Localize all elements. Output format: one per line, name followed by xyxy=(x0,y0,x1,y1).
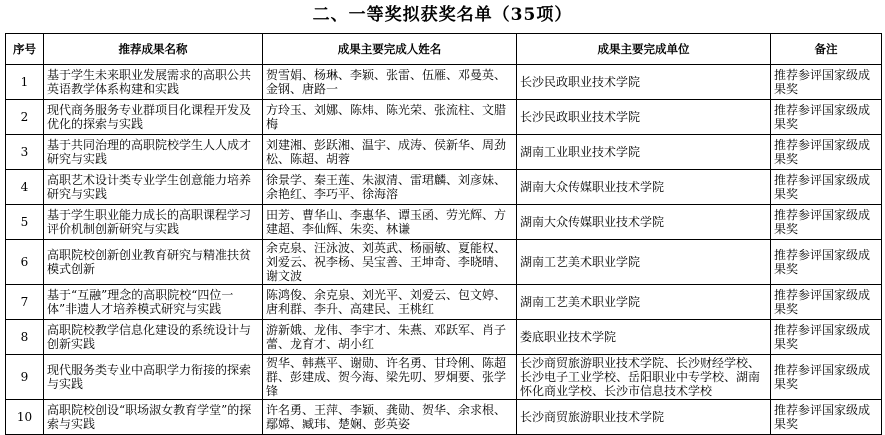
table-row xyxy=(6,65,882,100)
table-row xyxy=(6,100,882,135)
award-table xyxy=(5,33,882,435)
cell-name: 基于共同治理的高职院校学生人人成才研究与实践 xyxy=(44,135,263,170)
cell-serial: 10 xyxy=(6,400,44,435)
table-row xyxy=(6,285,882,320)
table-row xyxy=(6,320,882,355)
table-body xyxy=(6,65,882,435)
cell-unit: 湖南工艺美术职业学院 xyxy=(517,285,771,320)
cell-serial: 1 xyxy=(6,65,44,100)
cell-unit: 湖南工业职业技术学院 xyxy=(517,135,771,170)
table-row xyxy=(6,240,882,285)
cell-note: 推荐参评国家级成果奖 xyxy=(771,400,882,435)
cell-people: 贺华、韩燕平、谢勋、许名勇、甘玲俐、陈超群、彭建成、贺今海、梁先叨、罗炯要、张学锋 xyxy=(263,355,517,400)
cell-unit: 长沙商贸旅游职业技术学院 xyxy=(517,400,771,435)
cell-name: 高职院校教学信息化建设的系统设计与创新实践 xyxy=(44,320,263,355)
cell-unit: 湖南大众传媒职业技术学院 xyxy=(517,170,771,205)
cell-people: 方玲玉、刘娜、陈炜、陈光荣、张流柱、文腊梅 xyxy=(263,100,517,135)
cell-people: 田芳、曹华山、李惠华、谭玉函、劳光辉、方建超、李仙辉、朱奕、林谦 xyxy=(263,205,517,240)
table-row xyxy=(6,135,882,170)
cell-name: 高职院校创新创业教育研究与精准扶贫模式创新 xyxy=(44,240,263,285)
cell-people: 徐景学、秦王莲、朱淑清、雷珺麟、刘彦妹、余艳红、李巧平、徐海溶 xyxy=(263,170,517,205)
cell-note: 推荐参评国家级成果奖 xyxy=(771,355,882,400)
cell-serial: 5 xyxy=(6,205,44,240)
cell-people: 余克泉、汪泳波、刘英武、杨丽敏、夏能权、刘爱云、祝李杨、吴宝善、王坤奇、李晓晴、谢文波 xyxy=(263,240,517,285)
header-people: 成果主要完成人姓名 xyxy=(263,34,517,65)
table-row xyxy=(6,400,882,435)
cell-serial: 8 xyxy=(6,320,44,355)
cell-note: 推荐参评国家级成果奖 xyxy=(771,100,882,135)
cell-note: 推荐参评国家级成果奖 xyxy=(771,170,882,205)
header-serial: 序号 xyxy=(6,34,44,65)
cell-serial: 9 xyxy=(6,355,44,400)
header-name: 推荐成果名称 xyxy=(44,34,263,65)
cell-people: 贺雪娟、杨琳、李颖、张雷、伍雁、邓曼英、金钢、唐路一 xyxy=(263,65,517,100)
cell-unit: 长沙民政职业技术学院 xyxy=(517,65,771,100)
cell-note: 推荐参评国家级成果奖 xyxy=(771,320,882,355)
header-unit: 成果主要完成单位 xyxy=(517,34,771,65)
cell-people: 刘建湘、彭跃湘、温宇、成涛、侯新华、周劲松、陈超、胡蓉 xyxy=(263,135,517,170)
cell-people: 游新娥、龙伟、李宇才、朱燕、邓跃军、肖子蕾、龙育才、胡小红 xyxy=(263,320,517,355)
cell-name: 基于学生职业能力成长的高职课程学习评价机制创新研究与实践 xyxy=(44,205,263,240)
cell-unit: 娄底职业技术学院 xyxy=(517,320,771,355)
cell-serial: 7 xyxy=(6,285,44,320)
cell-name: 现代服务类专业中高职学力衔接的探索与实践 xyxy=(44,355,263,400)
document-title: 二、一等奖拟获奖名单（35项） xyxy=(312,5,573,25)
cell-note: 推荐参评国家级成果奖 xyxy=(771,65,882,100)
cell-name: 高职院校创设“职场淑女教育学堂”的探索与实践 xyxy=(44,400,263,435)
cell-unit: 湖南工艺美术职业学院 xyxy=(517,240,771,285)
table-header-row xyxy=(6,34,882,65)
cell-serial: 6 xyxy=(6,240,44,285)
cell-unit: 湖南大众传媒职业技术学院 xyxy=(517,205,771,240)
cell-note: 推荐参评国家级成果奖 xyxy=(771,240,882,285)
cell-note: 推荐参评国家级成果奖 xyxy=(771,205,882,240)
cell-name: 基于学生未来职业发展需求的高职公共英语教学体系构建和实践 xyxy=(44,65,263,100)
cell-name: 现代商务服务专业群项目化课程开发及优化的探索与实践 xyxy=(44,100,263,135)
cell-unit: 长沙商贸旅游职业技术学院、长沙财经学校、长沙电子工业学校、岳阳职业中专学校、湖南怀化商业学校、长沙市信息技术学校 xyxy=(517,355,771,400)
cell-people: 许名勇、王萍、李颖、龚勋、贺华、余求根、鄢嫦、臧玮、楚娴、彭英姿 xyxy=(263,400,517,435)
cell-people: 陈鸿俊、余克泉、刘光平、刘爱云、包文婷、唐利群、李升、高建民、王桃红 xyxy=(263,285,517,320)
cell-unit: 长沙民政职业技术学院 xyxy=(517,100,771,135)
table-row xyxy=(6,205,882,240)
cell-serial: 3 xyxy=(6,135,44,170)
cell-note: 推荐参评国家级成果奖 xyxy=(771,135,882,170)
table-row xyxy=(6,355,882,400)
table-row xyxy=(6,170,882,205)
header-note: 备注 xyxy=(771,34,882,65)
cell-name: 高职艺术设计类专业学生创意能力培养研究与实践 xyxy=(44,170,263,205)
cell-serial: 2 xyxy=(6,100,44,135)
cell-serial: 4 xyxy=(6,170,44,205)
cell-name: 基于“互融”理念的高职院校“四位一体”非遗人才培养模式研究与实践 xyxy=(44,285,263,320)
cell-note: 推荐参评国家级成果奖 xyxy=(771,285,882,320)
